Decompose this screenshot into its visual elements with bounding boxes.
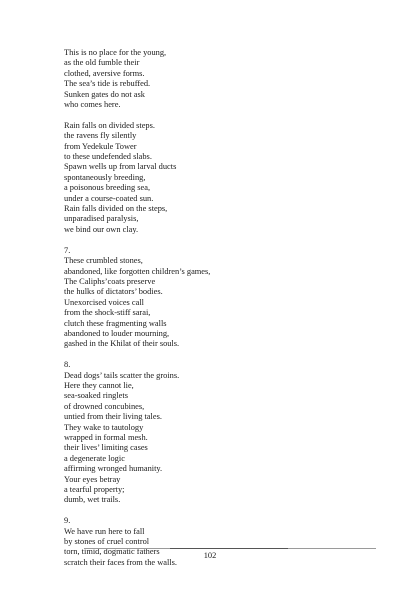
stanza xyxy=(64,246,384,350)
poem-line: wrapped in formal mesh. xyxy=(64,432,148,442)
poem-line: clutch these fragmenting walls xyxy=(64,318,167,328)
poem-line: gashed in the Khilat of their souls. xyxy=(64,339,180,349)
poem-line: Your eyes betray xyxy=(64,474,121,484)
poem-line: abandoned to louder mourning, xyxy=(64,328,170,338)
poem-line: The Caliphs’coats preserve xyxy=(64,276,156,286)
poem-line: abandoned, like forgotten children’s games, xyxy=(64,266,211,276)
poem-line: 7. xyxy=(64,245,71,255)
poem-line: a tearful property; xyxy=(64,485,125,495)
stanza xyxy=(64,360,384,506)
poem-line: They wake to tautology xyxy=(64,422,144,432)
poem-line: the hulks of dictators’ bodies. xyxy=(64,287,163,297)
stanza xyxy=(64,48,384,110)
poem-line: from the shock-stiff sarai, xyxy=(64,308,151,318)
poem-line: sea-soaked ringlets xyxy=(64,391,128,401)
poem-line: This is no place for the young, xyxy=(64,48,167,57)
poem-line: who comes here. xyxy=(64,100,121,110)
poem-line: Rain falls on divided steps. xyxy=(64,120,155,130)
poem-line: the ravens fly silently xyxy=(64,131,137,141)
poem-line: 8. xyxy=(64,360,71,370)
poem-line: unparadised paralysis, xyxy=(64,214,139,224)
poem-line: we bind our own clay. xyxy=(64,224,139,234)
poem-line: Unexorcised voices call xyxy=(64,297,144,307)
poem-line: scratch their faces from the walls. xyxy=(64,557,178,567)
poem-line: of drowned concubines, xyxy=(64,401,145,411)
poem-line: These crumbled stones, xyxy=(64,256,143,266)
poem-line: dumb, wet trails. xyxy=(64,495,121,505)
poem-body xyxy=(64,48,384,579)
footer-divider-accent xyxy=(170,548,288,549)
poem-line: 9. xyxy=(64,516,71,526)
poem-line: under a course-coated sun. xyxy=(64,193,154,203)
poem-line: from Yedekule Tower xyxy=(64,141,137,151)
poem-line: affirming wronged humanity. xyxy=(64,464,163,474)
poem-line: a degenerate logic xyxy=(64,453,125,463)
poem-line: to these undefended slabs. xyxy=(64,152,152,162)
stanza xyxy=(64,121,384,235)
poem-line: as the old fumble their xyxy=(64,58,140,68)
poem-line: torn, timid, dogmatic fathers xyxy=(64,547,160,557)
poem-line: untied from their living tales. xyxy=(64,412,162,422)
poem-line: a poisonous breeding sea, xyxy=(64,183,151,193)
poem-line: Here they cannot lie, xyxy=(64,380,134,390)
poem-line: Rain falls divided on the steps, xyxy=(64,204,168,214)
poem-line: spontaneously breeding, xyxy=(64,172,146,182)
poem-line: Dead dogs’ tails scatter the groins. xyxy=(64,370,180,380)
poem-line: Spawn wells up from larval ducts xyxy=(64,162,177,172)
poem-line: We have run here to fall xyxy=(64,526,145,536)
page-number: 102 xyxy=(203,551,217,560)
poem-line: Sunken gates do not ask xyxy=(64,89,145,99)
poem-line: by stones of cruel control xyxy=(64,537,150,547)
poem-line: their lives’ limiting cases xyxy=(64,443,148,453)
poem-line: The sea’s tide is rebuffed. xyxy=(64,79,151,89)
poem-line: clothed, aversive forms. xyxy=(64,68,145,78)
